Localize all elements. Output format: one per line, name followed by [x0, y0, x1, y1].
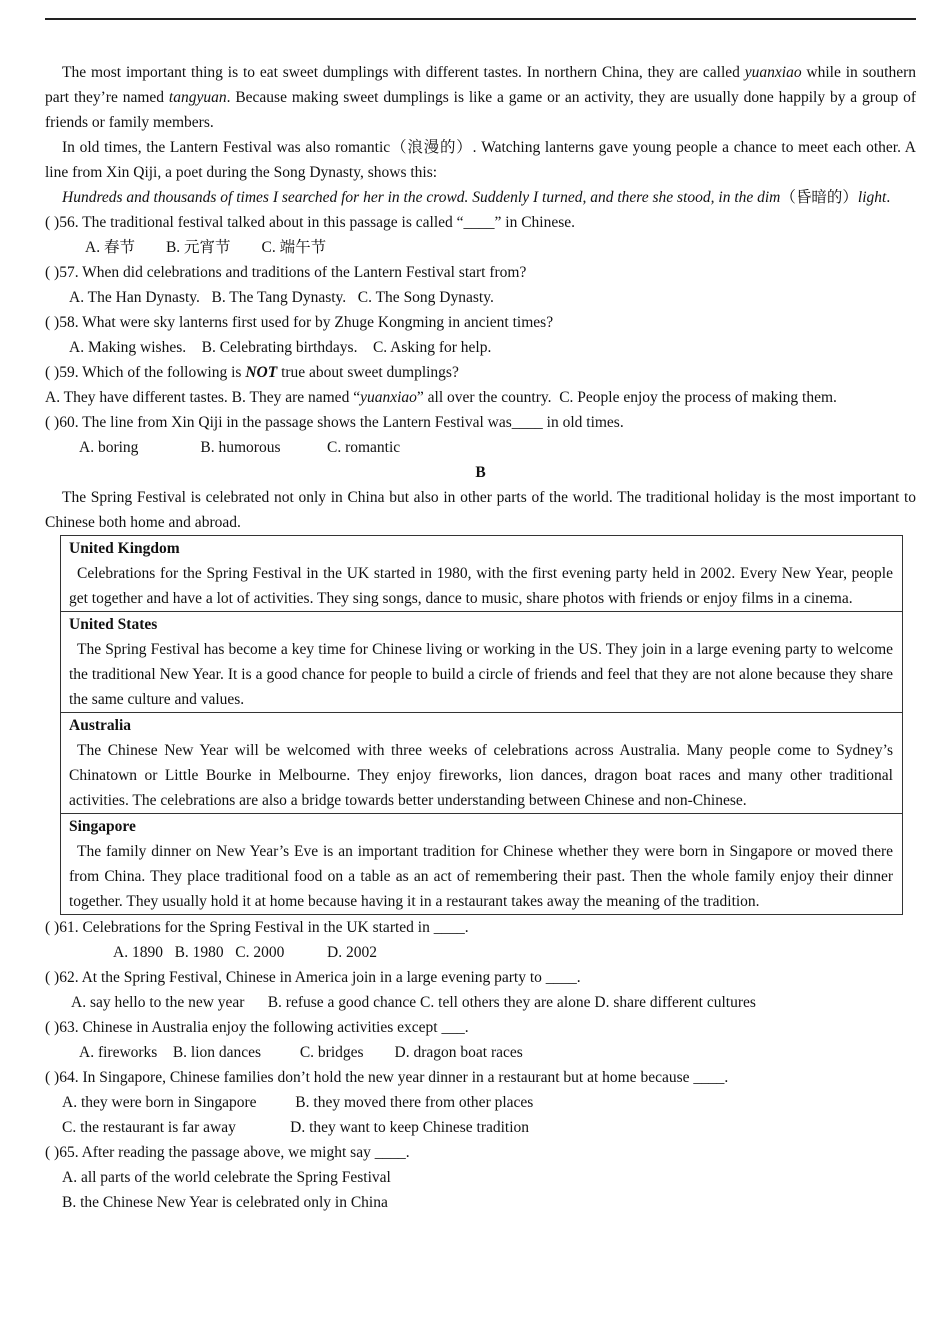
question-59-options: A. They have different tastes. B. They are named “yuanxiao” all over the country. C. People enjoy the process of making them.: [45, 389, 837, 406]
question-57-options: A. The Han Dynasty. B. The Tang Dynasty. C. The Song Dynasty.: [69, 289, 494, 306]
question-58-options: A. Making wishes. B. Celebrating birthdays. C. Asking for help.: [69, 339, 492, 356]
table-row-australia: [61, 712, 902, 813]
question-60: ( )60. The line from Xin Qiji in the passage shows the Lantern Festival was____ in old times.: [45, 414, 624, 431]
question-62: ( )62. At the Spring Festival, Chinese in America join in a large evening party to ____.: [45, 969, 581, 986]
country-text: The family dinner on New Year’s Eve is an important tradition for Chinese whether they were born in Singapore or moved there from China. They place traditional food on a table as an act of remembering their past. Then the whole family enjoy their dinner together. They usually hold it at home because having it in a restaurant takes away the meaning of the tradition.: [69, 843, 893, 910]
question-63: ( )63. Chinese in Australia enjoy the following activities except ___.: [45, 1019, 469, 1036]
countries-table: [60, 535, 903, 915]
table-row-uk: [61, 536, 902, 611]
country-heading: United States: [69, 616, 158, 633]
country-heading: United Kingdom: [69, 540, 180, 557]
poem-quote: Hundreds and thousands of times I searched for her in the crowd. Suddenly I turned, and there she stood, in the dim（昏暗的）light.: [62, 189, 891, 206]
question-58: ( )58. What were sky lanterns first used for by Zhuge Kongming in ancient times?: [45, 314, 554, 331]
country-text: The Spring Festival has become a key time for Chinese living or working in the US. They join in a large evening party to welcome the traditional New Year. It is a good chance for people to build a circle of friends and feel that they are not alone because they share the same culture and values.: [69, 641, 893, 708]
header-rule: [45, 18, 916, 20]
question-65: ( )65. After reading the passage above, we might say ____.: [45, 1144, 410, 1161]
table-row-singapore: [61, 813, 902, 914]
country-heading: Australia: [69, 717, 131, 734]
passage-a-paragraph-1: The most important thing is to eat sweet dumplings with different tastes. In northern China, they are called yuanxiao while in southern part they’re named tangyuan. Because making sweet dumplings is like a game or an activity, they are usually done happily by a group of friends or family members.: [45, 64, 916, 131]
question-62-options: A. say hello to the new year B. refuse a good chance C. tell others they are alone D. share different cultures: [71, 994, 756, 1011]
question-61: ( )61. Celebrations for the Spring Festival in the UK started in ____.: [45, 919, 469, 936]
table-row-us: [61, 611, 902, 712]
question-60-options: A. boring B. humorous C. romantic: [79, 439, 401, 456]
country-heading: Singapore: [69, 818, 136, 835]
question-64: ( )64. In Singapore, Chinese families don’t hold the new year dinner in a restaurant but at home because ____.: [45, 1069, 729, 1086]
country-text: The Chinese New Year will be welcomed with three weeks of celebrations across Australia. Many people come to Sydney’s Chinatown or Little Bourke in Melbourne. They enjoy fireworks, lion dances, dragon boat races and many other traditional activities. The celebrations are also a bridge towards better understanding between Chinese and non-Chinese.: [69, 742, 893, 809]
section-b-intro: The Spring Festival is celebrated not only in China but also in other parts of the world. The traditional holiday is the most important to Chinese both home and abroad.: [45, 489, 916, 531]
passage-a-paragraph-2: In old times, the Lantern Festival was also romantic（浪漫的）. Watching lanterns gave young people a chance to meet each other. A line from Xin Qiji, a poet during the Song Dynasty, shows this:: [45, 139, 916, 181]
question-56-options: A. 春节 B. 元宵节 C. 端午节: [85, 239, 327, 256]
question-61-options: A. 1890 B. 1980 C. 2000 D. 2002: [113, 944, 377, 961]
question-57: ( )57. When did celebrations and traditions of the Lantern Festival start from?: [45, 264, 527, 281]
question-65-options: B. the Chinese New Year is celebrated only in China: [62, 1194, 388, 1211]
document-page: [45, 60, 916, 1215]
section-b-heading: B: [475, 464, 486, 481]
question-65-options: A. all parts of the world celebrate the Spring Festival: [62, 1169, 391, 1186]
question-63-options: A. fireworks B. lion dances C. bridges D. dragon boat races: [79, 1044, 523, 1061]
question-64-options: A. they were born in Singapore B. they moved there from other places: [62, 1094, 534, 1111]
question-59: ( )59. Which of the following is NOT true about sweet dumplings?: [45, 364, 459, 381]
question-56: ( )56. The traditional festival talked about in this passage is called “____” in Chinese.: [45, 214, 576, 231]
country-text: Celebrations for the Spring Festival in the UK started in 1980, with the first evening party held in 2002. Every New Year, people get together and have a lot of activities. They sing songs, dance to music, share photos with friends or enjoy films in a cinema.: [69, 565, 893, 607]
question-64-options: C. the restaurant is far away D. they want to keep Chinese tradition: [62, 1119, 530, 1136]
